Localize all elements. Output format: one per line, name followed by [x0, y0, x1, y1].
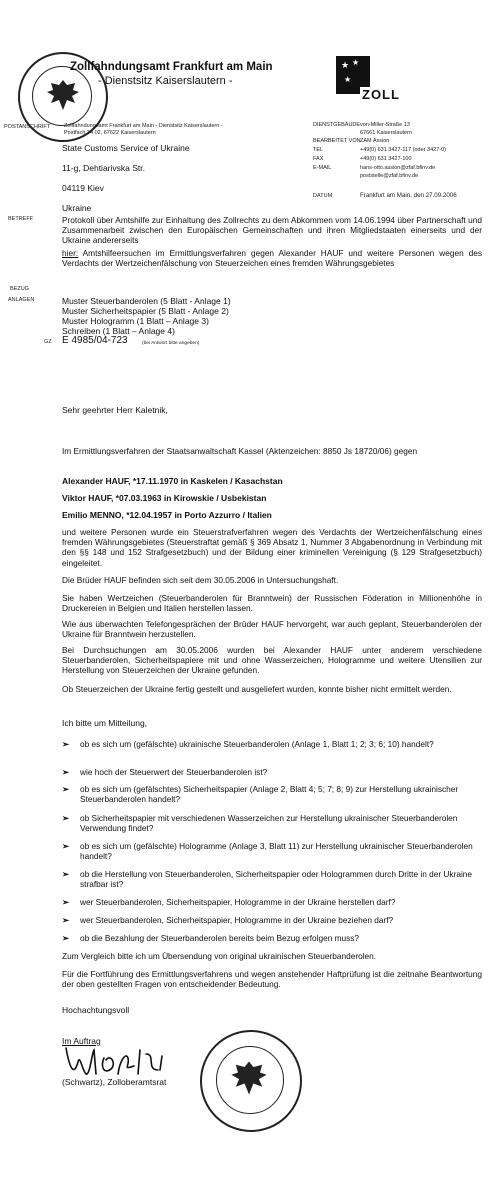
contact-label-building: DIENSTGEBÄUDE — [313, 122, 361, 128]
contact-value-email2: poststelle@zfaf.bfinv.de — [360, 173, 419, 179]
contact-label-email: E-MAIL — [313, 165, 332, 171]
paragraph-8: Für die Fortführung des Ermittlungsverfahrens und wegen anstehender Haftprüfung ist die zeitnahe Beantwortung der oben gestellten Fragen von entscheidender Bedeutung. — [62, 969, 482, 990]
paragraph-3: Sie haben Wertzeichen (Steuerbanderolen für Branntwein) der Russischen Föderation in Millionenhöhe in Druckereien in Belgien und Italien herstellen lassen. — [62, 593, 482, 614]
attachment-4: Schreiben (1 Blatt – Anlage 4) — [62, 326, 175, 336]
date-value: Frankfurt am Main, den 27.09.2006 — [360, 192, 457, 199]
on-behalf: Im Auftrag — [62, 1036, 101, 1046]
contact-value-city: 67661 Kaiserslautern — [360, 130, 412, 136]
svg-text:★: ★ — [341, 60, 350, 70]
sender-address-line2: Postfach 34 02, 67622 Kaiserslautern — [64, 130, 156, 136]
contact-label-fax: FAX — [313, 156, 324, 162]
attachments-label: ANLAGEN — [8, 297, 35, 303]
official-seal-bottom — [200, 1030, 302, 1132]
subject-text: Protokoll über Amtshilfe zur Einhaltung des Zollrechts zu dem Abkommen vom 14.06.1994 über Partnerschaft und Zusammenarbeit zwischen den Europäischen Gemeinschaften und ihren Mitgliedstaaten einerseits und der Ukraine andererseits — [62, 215, 482, 246]
contact-value-tel: +49(0) 631 3427-117 (oder 3427-0) — [360, 147, 446, 153]
contact-value-handler: ZAM Assion — [360, 138, 390, 144]
intro-paragraph: Im Ermittlungsverfahren der Staatsanwaltschaft Kassel (Aktenzeichen: 8850 Js 18720/06) gegen — [62, 446, 418, 456]
gz-value: E 4985/04-723 — [62, 335, 128, 346]
subject-hier — [62, 248, 482, 268]
hier-label: hier: — [62, 248, 79, 258]
contact-value-email: hans-otto.assion@zfaf.bfinv.de — [360, 165, 436, 171]
suspect-2: Viktor HAUF, *07.03.1963 in Kirowskie / Usbekistan — [62, 493, 267, 503]
eagle-emblem-icon — [43, 75, 83, 115]
salutation: Sehr geehrter Herr Kaletnik, — [62, 405, 168, 415]
suspect-1: Alexander HAUF, *17.11.1970 in Kaskelen / Kasachstan — [62, 476, 283, 486]
contact-label-tel: TEL — [313, 147, 324, 153]
eagle-emblem-icon — [227, 1056, 271, 1100]
paragraph-6: Ob Steuerzeichen der Ukraine fertig gestellt und ausgeliefert wurden, konnte bisher nicht ermittelt werden. — [62, 684, 452, 694]
reference-label: BEZUG — [10, 286, 29, 292]
attachment-3: Muster Hologramm (1 Blatt – Anlage 3) — [62, 316, 209, 326]
attachment-2: Muster Sicherheitspapier (5 Blatt - Anlage 2) — [62, 306, 229, 316]
suspect-3: Emilio MENNO, *12.04.1957 in Porto Azzurro / Italien — [62, 510, 272, 520]
recipient-line-3: 04119 Kiev — [62, 183, 104, 193]
recipient-line-4: Ukraine — [62, 203, 92, 213]
office-branch: - Dienstsitz Kaiserslautern - — [98, 75, 233, 87]
date-label: DATUM — [313, 193, 333, 199]
contact-value-fax: +49(0) 631 3427-100 — [360, 156, 412, 162]
contact-label-handler: BEARBEITET VON — [313, 138, 361, 144]
office-name: Zollfahndungsamt Frankfurt am Main — [70, 61, 273, 73]
paragraph-4: Wie aus überwachten Telefongesprächen der Brüder HAUF hervorgeht, war auch geplant, Steuerbanderolen der Ukraine für Branntwein herzustellen. — [62, 619, 482, 640]
gz-label: GZ — [44, 339, 52, 345]
hier-text: Amtshilfeersuchen im Ermittlungsverfahren gegen Alexander HAUF und weitere Personen wegen des Verdachts der Wertzeichenfälschung von Steuerzeichen eines fremden Währungsgebietes — [62, 248, 482, 269]
subject-label: BETREFF — [8, 216, 34, 222]
contact-value-building: von-Miller-Straße 13 — [360, 122, 410, 128]
recipient-line-2: 11-g, Dehtiarivska Str. — [62, 163, 145, 173]
paragraph-7: Zum Vergleich bitte ich um Übersendung von original ukrainischen Steuerbanderolen. — [62, 951, 377, 961]
zoll-logo — [336, 56, 400, 102]
sender-label: POSTANSCHRIFT — [4, 124, 51, 130]
svg-text:★: ★ — [344, 75, 352, 84]
svg-text:★: ★ — [352, 58, 360, 67]
gz-note: (bei Antwort bitte angeben) — [142, 341, 200, 346]
paragraph-5: Bei Durchsuchungen am 30.05.2006 wurden bei Alexander HAUF unter anderem verschiedene Steuerbanderolen, Sicherheitspapiere mit und ohne Wasserzeichen, Hologramme und weitere Utensilien zur Herstellung von Steuerzeichen der Ukraine gefunden. — [62, 645, 482, 676]
attachment-1: Muster Steuerbanderolen (5 Blatt - Anlage 1) — [62, 296, 231, 306]
sender-address-line1: Zollfahndungsamt Frankfurt am Main - Dienstsitz Kaiserslautern - — [64, 123, 223, 129]
closing: Hochachtungsvoll — [62, 1005, 130, 1015]
paragraph-1: und weitere Personen wurde ein Steuerstrafverfahren wegen des Verdachts der Wertzeichenfälschung eines fremden Währungsgebietes (Steuerstraftat gemäß § 369 Absatz 1, Nummer 3 Abgabenordnung in Verbindung mit den §§ 148 und 152 Strafgesetzbuch) und der Bildung einer kriminellen Vereinigung (§ 129 Strafgesetzbuch) eingeleitet. — [62, 527, 482, 568]
zoll-logo-text: ZOLL — [362, 87, 400, 102]
request-intro: Ich bitte um Mitteilung, — [62, 718, 148, 728]
paragraph-2: Die Brüder HAUF befinden sich seit dem 30.05.2006 in Untersuchungshaft. — [62, 575, 339, 585]
signatory: (Schwartz), Zolloberamtsrat — [62, 1077, 167, 1087]
recipient-line-1: State Customs Service of Ukraine — [62, 143, 190, 153]
